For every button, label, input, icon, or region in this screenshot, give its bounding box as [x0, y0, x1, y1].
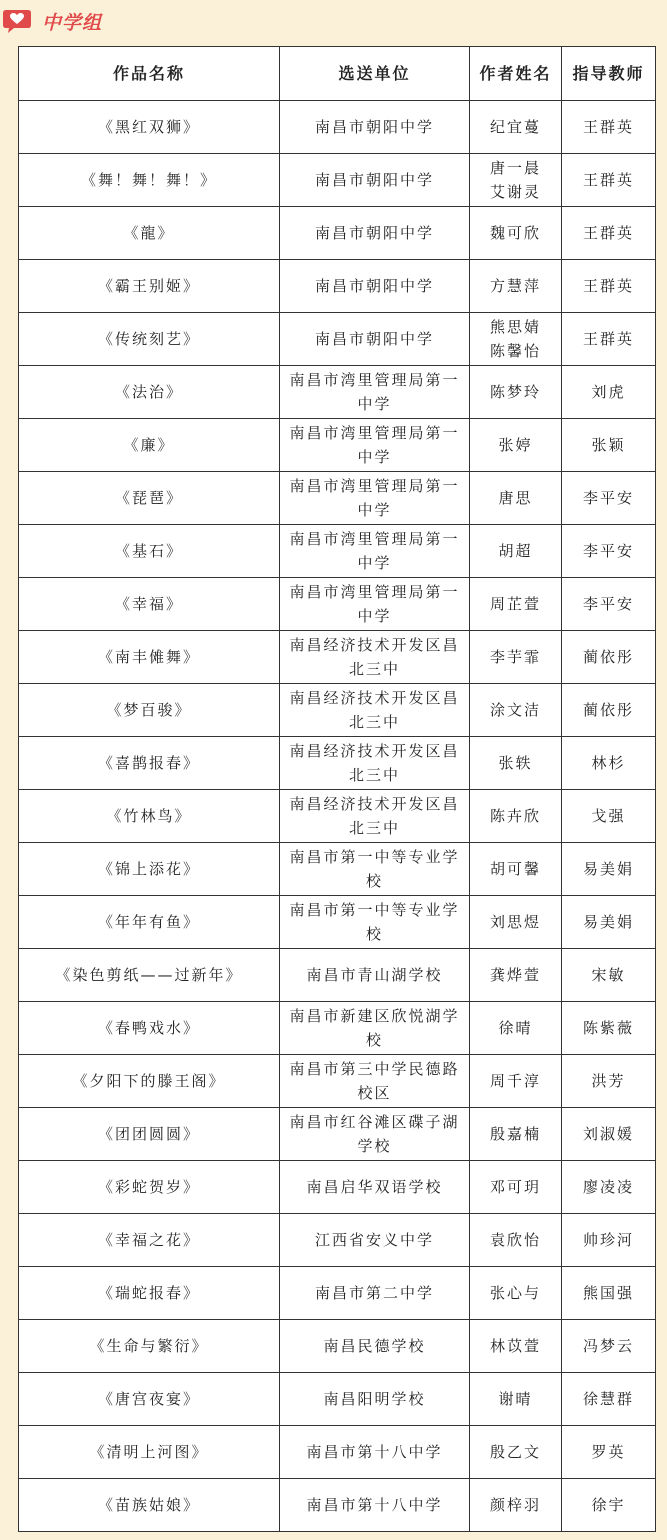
cell-work-title: 《竹林鸟》 — [19, 790, 280, 843]
author-name: 殷嘉楠 — [489, 1125, 541, 1143]
cell-work-title: 《琵琶》 — [19, 472, 280, 525]
table-row — [19, 419, 656, 472]
cell-work-title: 《年年有鱼》 — [19, 896, 280, 949]
cell-work-title: 《团团圆圆》 — [19, 1108, 280, 1161]
table-row — [19, 260, 656, 313]
cell-work-title: 《幸福》 — [19, 578, 280, 631]
author-name: 唐思 — [498, 489, 533, 507]
cell-author — [470, 419, 562, 472]
cell-school: 南昌市第三中学民德路校区 — [280, 1055, 470, 1108]
author-name: 陈梦玲 — [489, 383, 541, 401]
table-row — [19, 101, 656, 154]
cell-teacher: 徐宇 — [562, 1479, 656, 1532]
cell-teacher: 洪芳 — [562, 1055, 656, 1108]
cell-school: 南昌市湾里管理局第一中学 — [280, 472, 470, 525]
cell-school: 南昌市湾里管理局第一中学 — [280, 419, 470, 472]
cell-author — [470, 1267, 562, 1320]
cell-school: 南昌经济技术开发区昌北三中 — [280, 631, 470, 684]
table-row — [19, 1108, 656, 1161]
cell-work-title: 《生命与繁衍》 — [19, 1320, 280, 1373]
cell-school: 南昌阳明学校 — [280, 1373, 470, 1426]
cell-teacher: 王群英 — [562, 101, 656, 154]
award-table-container — [18, 46, 655, 1532]
table-body — [19, 101, 656, 1532]
table-row — [19, 684, 656, 737]
author-name: 胡超 — [498, 542, 533, 560]
cell-teacher: 刘虎 — [562, 366, 656, 419]
author-name: 陈馨怡 — [489, 342, 541, 360]
cell-school: 南昌市青山湖学校 — [280, 949, 470, 1002]
author-name: 谢晴 — [498, 1390, 533, 1408]
author-name: 徐晴 — [498, 1019, 533, 1037]
cell-work-title: 《清明上河图》 — [19, 1426, 280, 1479]
cell-work-title: 《春鸭戏水》 — [19, 1002, 280, 1055]
cell-work-title: 《南丰傩舞》 — [19, 631, 280, 684]
cell-work-title: 《法治》 — [19, 366, 280, 419]
cell-school: 南昌市湾里管理局第一中学 — [280, 366, 470, 419]
table-row — [19, 790, 656, 843]
cell-author — [470, 1108, 562, 1161]
author-name: 邓可玥 — [489, 1178, 541, 1196]
cell-author — [470, 1320, 562, 1373]
cell-school: 南昌市第二中学 — [280, 1267, 470, 1320]
cell-author — [470, 631, 562, 684]
cell-school: 南昌经济技术开发区昌北三中 — [280, 790, 470, 843]
cell-teacher: 李平安 — [562, 525, 656, 578]
cell-school: 南昌民德学校 — [280, 1320, 470, 1373]
cell-work-title: 《幸福之花》 — [19, 1214, 280, 1267]
table-row — [19, 1055, 656, 1108]
author-name: 涂文洁 — [489, 701, 541, 719]
table-row — [19, 1161, 656, 1214]
cell-author — [470, 101, 562, 154]
cell-author — [470, 896, 562, 949]
column-header-school: 选送单位 — [280, 47, 470, 101]
author-name: 方慧萍 — [489, 277, 541, 295]
author-name: 林苡萱 — [489, 1337, 541, 1355]
column-header-author: 作者姓名 — [470, 47, 562, 101]
cell-teacher: 帅珍河 — [562, 1214, 656, 1267]
cell-school: 江西省安义中学 — [280, 1214, 470, 1267]
author-name: 艾谢灵 — [489, 183, 541, 201]
cell-school: 南昌经济技术开发区昌北三中 — [280, 684, 470, 737]
cell-school: 南昌市红谷滩区碟子湖学校 — [280, 1108, 470, 1161]
table-row — [19, 843, 656, 896]
award-table — [18, 46, 656, 1532]
cell-teacher: 蔺依彤 — [562, 684, 656, 737]
cell-work-title: 《喜鹊报春》 — [19, 737, 280, 790]
author-name: 魏可欣 — [489, 224, 541, 242]
cell-teacher: 易美娟 — [562, 896, 656, 949]
table-row — [19, 525, 656, 578]
author-name: 周芷萱 — [489, 595, 541, 613]
cell-author — [470, 260, 562, 313]
heart-chat-icon — [2, 8, 32, 34]
cell-author — [470, 684, 562, 737]
cell-school: 南昌市第一中等专业学校 — [280, 896, 470, 949]
cell-teacher: 王群英 — [562, 313, 656, 366]
author-name: 殷乙文 — [489, 1443, 541, 1461]
cell-author — [470, 525, 562, 578]
table-row — [19, 154, 656, 207]
cell-author — [470, 472, 562, 525]
table-row — [19, 1214, 656, 1267]
cell-school: 南昌市湾里管理局第一中学 — [280, 578, 470, 631]
cell-school: 南昌经济技术开发区昌北三中 — [280, 737, 470, 790]
cell-teacher: 王群英 — [562, 260, 656, 313]
cell-teacher: 李平安 — [562, 578, 656, 631]
cell-school: 南昌市朝阳中学 — [280, 260, 470, 313]
table-row — [19, 949, 656, 1002]
cell-author — [470, 1161, 562, 1214]
cell-teacher: 易美娟 — [562, 843, 656, 896]
cell-work-title: 《唐宫夜宴》 — [19, 1373, 280, 1426]
cell-author — [470, 1373, 562, 1426]
cell-teacher: 陈紫薇 — [562, 1002, 656, 1055]
column-header-teacher: 指导教师 — [562, 47, 656, 101]
cell-school: 南昌市湾里管理局第一中学 — [280, 525, 470, 578]
table-row — [19, 1267, 656, 1320]
author-name: 陈卉欣 — [489, 807, 541, 825]
table-row — [19, 1002, 656, 1055]
cell-author — [470, 1214, 562, 1267]
cell-school: 南昌市朝阳中学 — [280, 101, 470, 154]
cell-work-title: 《锦上添花》 — [19, 843, 280, 896]
table-row — [19, 1426, 656, 1479]
cell-teacher: 张颖 — [562, 419, 656, 472]
table-row — [19, 631, 656, 684]
cell-author — [470, 1479, 562, 1532]
author-name: 张婷 — [498, 436, 533, 454]
cell-author — [470, 1002, 562, 1055]
author-name: 刘思煜 — [489, 913, 541, 931]
cell-author — [470, 313, 562, 366]
cell-author — [470, 949, 562, 1002]
cell-school: 南昌市朝阳中学 — [280, 154, 470, 207]
table-row — [19, 896, 656, 949]
cell-work-title: 《黑红双狮》 — [19, 101, 280, 154]
cell-author — [470, 154, 562, 207]
section-title: 中学组 — [42, 11, 103, 34]
author-name: 龚烨萱 — [489, 966, 541, 984]
cell-school: 南昌市第十八中学 — [280, 1479, 470, 1532]
cell-teacher: 王群英 — [562, 154, 656, 207]
cell-work-title: 《传统刻艺》 — [19, 313, 280, 366]
author-name: 李芋霏 — [489, 648, 541, 666]
column-header-work: 作品名称 — [19, 47, 280, 101]
cell-school: 南昌启华双语学校 — [280, 1161, 470, 1214]
cell-author — [470, 843, 562, 896]
table-row — [19, 1479, 656, 1532]
cell-author — [470, 1055, 562, 1108]
table-row — [19, 366, 656, 419]
cell-school: 南昌市新建区欣悦湖学校 — [280, 1002, 470, 1055]
cell-school: 南昌市第一中等专业学校 — [280, 843, 470, 896]
author-name: 张心与 — [489, 1284, 541, 1302]
cell-work-title: 《龍》 — [19, 207, 280, 260]
cell-author — [470, 1426, 562, 1479]
table-row — [19, 737, 656, 790]
cell-teacher: 蔺依彤 — [562, 631, 656, 684]
cell-teacher: 李平安 — [562, 472, 656, 525]
table-row — [19, 313, 656, 366]
cell-author — [470, 207, 562, 260]
cell-work-title: 《廉》 — [19, 419, 280, 472]
cell-work-title: 《舞！舞！舞！》 — [19, 154, 280, 207]
cell-teacher: 戈强 — [562, 790, 656, 843]
table-header-row — [19, 47, 656, 101]
cell-teacher: 罗英 — [562, 1426, 656, 1479]
author-name: 周千淳 — [489, 1072, 541, 1090]
section-header — [0, 6, 102, 36]
cell-author — [470, 366, 562, 419]
cell-work-title: 《苗族姑娘》 — [19, 1479, 280, 1532]
author-name: 张轶 — [498, 754, 533, 772]
cell-author — [470, 737, 562, 790]
cell-teacher: 林杉 — [562, 737, 656, 790]
cell-teacher: 刘淑媛 — [562, 1108, 656, 1161]
cell-teacher: 王群英 — [562, 207, 656, 260]
table-row — [19, 1320, 656, 1373]
cell-teacher: 徐慧群 — [562, 1373, 656, 1426]
author-name: 颜梓羽 — [489, 1496, 541, 1514]
cell-school: 南昌市第十八中学 — [280, 1426, 470, 1479]
cell-school: 南昌市朝阳中学 — [280, 207, 470, 260]
cell-work-title: 《梦百骏》 — [19, 684, 280, 737]
cell-teacher: 宋敏 — [562, 949, 656, 1002]
cell-teacher: 廖凌凌 — [562, 1161, 656, 1214]
cell-teacher: 熊国强 — [562, 1267, 656, 1320]
cell-work-title: 《基石》 — [19, 525, 280, 578]
cell-author — [470, 790, 562, 843]
cell-school: 南昌市朝阳中学 — [280, 313, 470, 366]
cell-author — [470, 578, 562, 631]
author-name: 胡可馨 — [489, 860, 541, 878]
author-name: 唐一晨 — [489, 159, 541, 177]
cell-work-title: 《夕阳下的滕王阁》 — [19, 1055, 280, 1108]
cell-work-title: 《瑞蛇报春》 — [19, 1267, 280, 1320]
table-row — [19, 1373, 656, 1426]
table-row — [19, 472, 656, 525]
cell-teacher: 冯梦云 — [562, 1320, 656, 1373]
cell-work-title: 《染色剪纸——过新年》 — [19, 949, 280, 1002]
cell-work-title: 《霸王别姬》 — [19, 260, 280, 313]
cell-work-title: 《彩蛇贺岁》 — [19, 1161, 280, 1214]
author-name: 袁欣怡 — [489, 1231, 541, 1249]
author-name: 纪宜蔓 — [489, 118, 541, 136]
table-row — [19, 578, 656, 631]
table-row — [19, 207, 656, 260]
author-name: 熊思婧 — [489, 318, 541, 336]
